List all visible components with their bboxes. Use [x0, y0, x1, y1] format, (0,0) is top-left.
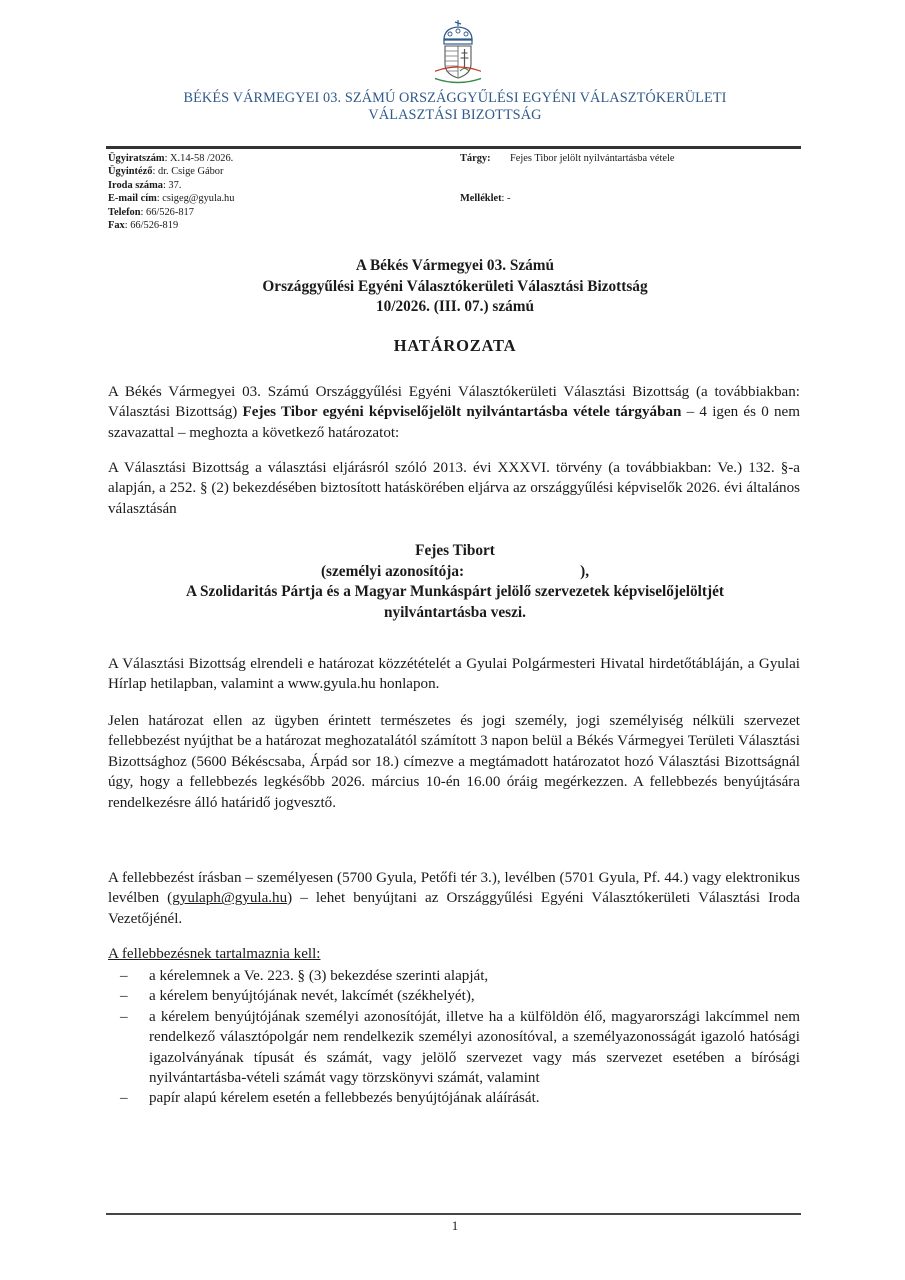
fax: Fax: 66/526-819 — [108, 220, 179, 232]
list-item: – papír alapú kérelem esetén a fellebbezés benyújtójának aláírását. — [120, 1090, 540, 1107]
file-number: Ügyiratszám: X.14-58 /2026. — [108, 153, 234, 164]
office-number: Iroda száma: 37. — [108, 179, 182, 191]
phone: Telefon: 66/526-817 — [108, 206, 194, 218]
appeal-paragraph: Jelen határozat ellen az ügyben érintett természetes és jogi személy, jogi személyiség nélküli szervezet fellebbezést nyújthat be a határozat meghozatalától számított 3 napon belül a Békés Vármegyei Területi Választási Bizottsághoz (5600 Békéscsaba, Árpád sor 18.) címezve a megtámadott határozatot hozó Választási Bizottságnál úgy, hogy a fellebbezés legkésőbb 2026. március 10-én 16.00 óráig megérkezzen. A fellebbezés benyújtására rendelkezésre álló határidő jogvesztő. — [108, 713, 800, 811]
resolution-heading: A Békés Vármegyei 03. Számú Országgyűlési Egyéni Választókerületi Választási Bizottság 10/2026. (III. 07.) számú — [262, 257, 648, 315]
annex: Melléklet: - — [460, 193, 511, 205]
nominating-organizations: A Szolidaritás Pártja és a Magyar Munkáspárt jelölő szervezetek képviselőjelöltjét — [186, 583, 724, 600]
clerk: Ügyintéző: dr. Csige Gábor — [108, 166, 224, 178]
organization-title-line1: BÉKÉS VÁRMEGYEI 03. SZÁMÚ ORSZÁGGYŰLÉSI EGYÉNI VÁLASZTÓKERÜLETI — [183, 90, 727, 106]
candidate-id: (személyi azonosítója: ), — [320, 562, 590, 580]
subject: Tárgy: Fejes Tibor jelölt nyilvántartásba vétele — [460, 153, 675, 164]
hungarian-coat-of-arms-icon — [435, 18, 481, 88]
subject-metadata — [460, 152, 675, 206]
list-item: – a kérelemnek a Ve. 223. § (3) bekezdése szerinti alapját, — [120, 968, 489, 984]
organization-title-line2: VÁLASZTÁSI BIZOTTSÁG — [368, 107, 542, 123]
list-item: – a kérelem benyújtójának nevét, lakcímét (székhelyét), — [120, 988, 475, 1005]
page-number: 1 — [451, 1218, 459, 1233]
candidate-name: Fejes Tibort — [415, 542, 495, 559]
case-metadata — [108, 152, 234, 232]
footer-divider — [106, 1213, 801, 1215]
email: E-mail cím: csigeg@gyula.hu — [108, 193, 235, 205]
appeal-requirements-heading: A fellebbezésnek tartalmaznia kell: — [108, 946, 321, 962]
appeal-submission-paragraph: A fellebbezést írásban – személyesen (5700 Gyula, Petőfi tér 3.), levélben (5701 Gyula, Pf. 44.) vagy elektronikus levélben (gyulaph@gyula.hu) – lehet benyújtani az Országgyűlési Egyéni Választókerületi Választási Iroda Vezetőjénél. — [108, 870, 800, 927]
legal-basis-paragraph: A Választási Bizottság a választási eljárásról szóló 2013. évi XXXVI. törvény (a továbbiakban: Ve.) 132. §-a alapján, a 252. § (2) bekezdésében biztosított hatáskörében eljárva az országgyűlési képviselők 2026. évi általános választásán — [108, 460, 800, 517]
list-item: – a kérelem benyújtójának személyi azonosítóját, illetve ha a külföldön élő, magyarországi lakcímmel nem rendelkező választópolgár nem rendelkezik személyi azonosítóval, a személyazonosságát igazoló hatósági igazolványának típusát és számát, vagy jelölő szervezet vagy más szervezet esetében a bírósági nyilvántartásba-vételi számát vagy törzskönyvi számát, valamint — [120, 1008, 800, 1087]
decision-block — [105, 541, 805, 623]
publication-paragraph: A Választási Bizottság elrendeli e határozat közzétételét a Gyulai Polgármesteri Hivatal hirdetőtábláján, a Gyulai Hírlap hetilapban, valamint a www.gyula.hu honlapon. — [108, 656, 800, 693]
organization-title — [105, 90, 805, 124]
header-divider — [106, 146, 801, 149]
resolution-title: HATÁROZATA — [393, 336, 517, 355]
appeal-requirements-list — [108, 966, 800, 1109]
appeal-email-link[interactable]: gyulaph@gyula.hu — [172, 890, 288, 907]
intro-paragraph: A Békés Vármegyei 03. Számú Országgyűlési Egyéni Választókerületi Választási Bizottság (a továbbiakban: Választási Bizottság) Fejes Tibor egyéni képviselőjelölt nyilvántartásba vétele tárgyában – 4 igen és 0 nem szavazattal – meghozta a következő határozatot: — [108, 384, 800, 441]
decision-verb: nyilvántartásba veszi. — [384, 603, 526, 621]
